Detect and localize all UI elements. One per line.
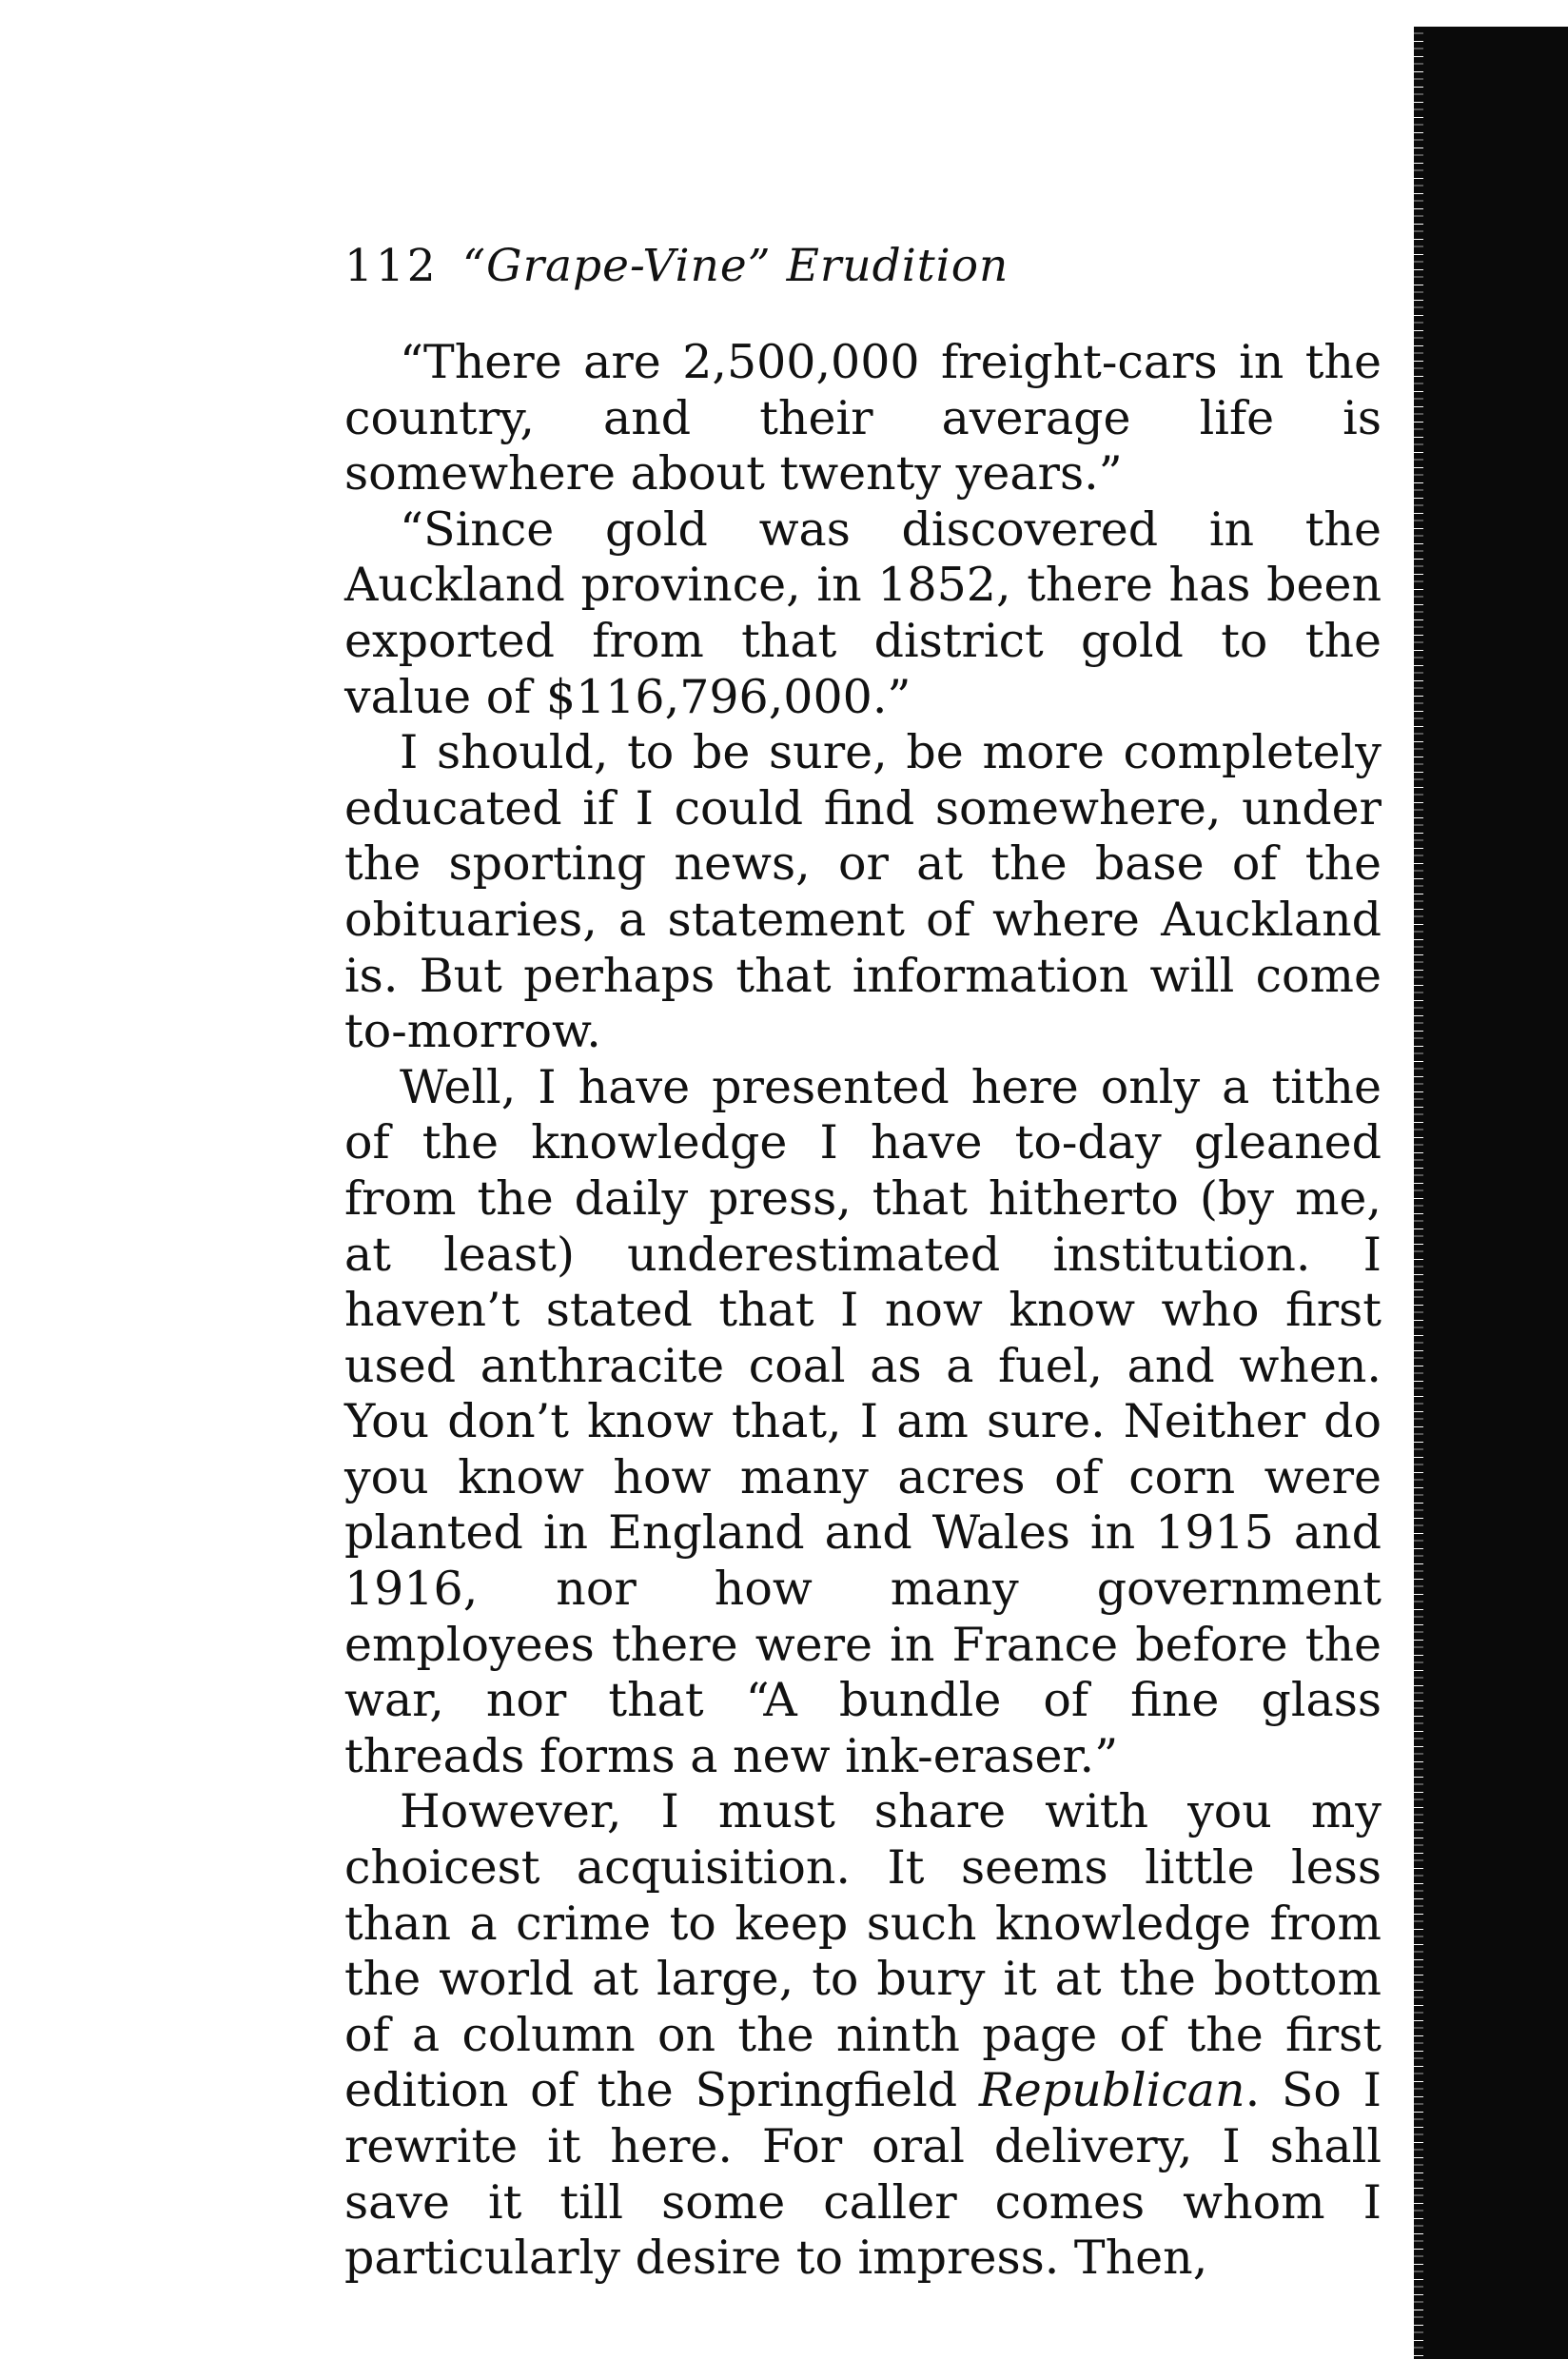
paragraph-knowledge-tithe: Well, I have presented here only a tithe of the knowledge I have to-day gleaned from the daily press, that hitherto (by me, at least) underestimated institution. I haven’t stated that I now know who first used anthracite coal as a fuel, and when. You don’t know that, I am sure. Neither do you know how many acres of corn were planted in England and Wales in 1915 and 1916, nor how many government employees there were in France before the war, nor that “A bundle of fine glass threads forms a new ink-eraser.” [344,1059,1382,1783]
running-title: “Grape-Vine” Erudition [462,240,1009,292]
page-number: 112 [344,240,439,292]
running-head [344,233,1391,300]
newspaper-title: Republican [978,2063,1245,2118]
paragraph-text-part-2: . So I rewrite it here. For oral delivery, I shall save it till some caller comes whom I particularly desire to impress. Then, [344,2063,1382,2286]
page-edge-fray [1414,27,1423,2359]
paragraph-freight-cars: “There are 2,500,000 freight-cars in the country, and their average life is somewhere about twenty years.” [344,335,1382,501]
body-text [344,335,1382,2287]
paragraph-choicest-acquisition [344,1784,1382,2286]
paragraph-text-part-1: However, I must share with you my choicest acquisition. It seems little less than a crime to keep such knowledge from the world at large, to bury it at the bottom of a column on the ninth page of the first edition of the Springfield [344,1784,1382,2118]
paragraph-where-auckland: I should, to be sure, be more completely educated if I could find somewhere, under the sporting news, or at the base of the obituaries, a statement of where Auckland is. But perhaps that information will come to-morrow. [344,725,1382,1059]
paragraph-auckland-gold: “Since gold was discovered in the Auckland province, in 1852, there has been exported from that district gold to the value of $116,796,000.” [344,501,1382,724]
page-edge-shadow [1420,27,1568,2359]
